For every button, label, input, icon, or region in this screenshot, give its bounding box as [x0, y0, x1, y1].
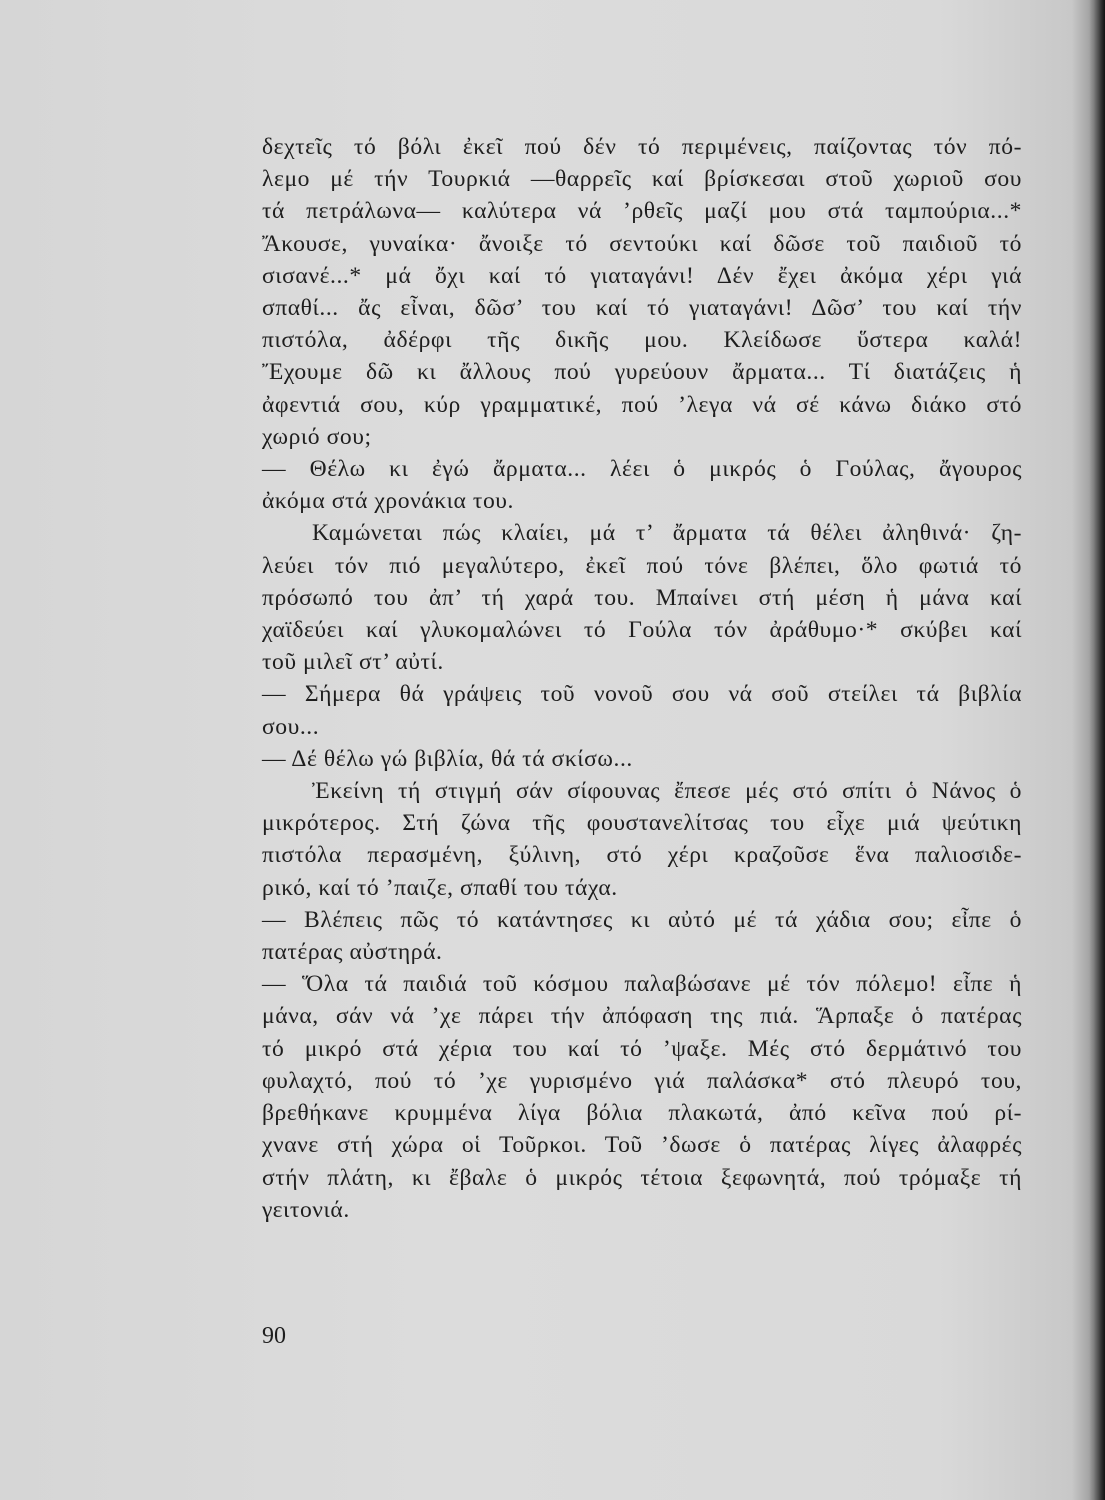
text-line: βρεθήκανε κρυμμένα λίγα βόλια πλακωτά, ἀπό κεῖνα πού ρί- [262, 1100, 1022, 1127]
text-line: φυλαχτό, πού τό ’χε γυρισμένο γιά παλάσκα* στό πλευρό του, [262, 1067, 1022, 1094]
text-line: Ἐκείνη τή στιγμή σάν σίφουνας ἔπεσε μές στό σπίτι ὁ Νάνος ὁ [312, 778, 1022, 805]
text-line: πιστόλα, ἀδέρφι τῆς δικῆς μου. Κλείδωσε ὕστερα καλά! [262, 327, 1022, 354]
text-line: πιστόλα περασμένη, ξύλινη, στό χέρι κραζοῦσε ἕνα παλιοσιδε- [262, 842, 1022, 869]
spine-shadow [1089, 0, 1105, 1500]
text-line: πρόσωπό του ἀπ’ τή χαρά του. Μπαίνει στή μέση ἡ μάνα καί [262, 584, 1022, 611]
text-line: πατέρας αὐστηρά. [262, 939, 443, 966]
text-line: χνανε στή χώρα οἱ Τοῦρκοι. Τοῦ ’δωσε ὁ πατέρας λίγες ἀλαφρές [262, 1132, 1022, 1159]
text-line: χαϊδεύει καί γλυκομαλώνει τό Γούλα τόν ἀράθυμο·* σκύβει καί [262, 617, 1022, 644]
text-line: σισανέ...* μά ὄχι καί τό γιαταγάνι! Δέν ἔχει ἀκόμα χέρι γιά [262, 262, 1022, 289]
body-text [262, 131, 1022, 1226]
page-number: 90 [262, 1323, 286, 1349]
text-line: χωριό σου; [262, 423, 372, 450]
text-line: τά πετράλωνα— καλύτερα νά ’ρθεῖς μαζί μου στά ταμπούρια...* [262, 198, 1022, 225]
text-line: ἀκόμα στά χρονάκια του. [262, 488, 514, 515]
text-line: Καμώνεται πώς κλαίει, μά τ’ ἄρματα τά θέλει ἀληθινά· ζη- [312, 520, 1022, 547]
text-line: Ἄκουσε, γυναίκα· ἄνοιξε τό σεντούκι καί δῶσε τοῦ παιδιοῦ τό [262, 230, 1022, 257]
text-line: ρικό, καί τό ’παιζε, σπαθί του τάχα. [262, 874, 618, 901]
text-line: λεμο μέ τήν Τουρκιά —θαρρεῖς καί βρίσκεσαι στοῦ χωριοῦ σου [262, 166, 1022, 193]
text-line: δεχτεῖς τό βόλι ἐκεῖ πού δέν τό περιμένεις, παίζοντας τόν πό- [262, 134, 1022, 160]
text-line: ἀφεντιά σου, κύρ γραμματικέ, πού ’λεγα νά σέ κάνω διάκο στό [262, 391, 1022, 418]
text-line: μικρότερος. Στή ζώνα τῆς φουστανελίτσας του εἶχε μιά ψεύτικη [262, 810, 1022, 837]
text-line: γειτονιά. [262, 1196, 350, 1223]
text-line: — Σήμερα θά γράψεις τοῦ νονοῦ σου νά σοῦ στείλει τά βιβλία [262, 681, 1022, 708]
text-line: λεύει τόν πιό μεγαλύτερο, ἐκεῖ πού τόνε βλέπει, ὅλο φωτιά τό [262, 552, 1022, 579]
text-line: — Βλέπεις πῶς τό κατάντησες κι αὐτό μέ τά χάδια σου; εἶπε ὁ [262, 906, 1022, 933]
text-line: — Δέ θέλω γώ βιβλία, θά τά σκίσω... [262, 745, 633, 772]
text-line: τοῦ μιλεῖ στ’ αὐτί. [262, 649, 444, 676]
text-line: μάνα, σάν νά ’χε πάρει τήν ἀπόφαση της πιά. Ἅρπαξε ὁ πατέρας [262, 1003, 1022, 1030]
text-line: σου... [262, 713, 320, 740]
text-line: σπαθί... ἄς εἶναι, δῶσ’ του καί τό γιαταγάνι! Δῶσ’ του καί τήν [262, 295, 1022, 322]
text-line: τό μικρό στά χέρια του καί τό ’ψαξε. Μές στό δερμάτινό του [262, 1035, 1022, 1062]
text-line: Ἔχουμε δῶ κι ἄλλους πού γυρεύουν ἄρματα... Τί διατάζεις ἡ [262, 359, 1022, 386]
text-line: στήν πλάτη, κι ἔβαλε ὁ μικρός τέτοια ξεφωνητά, πού τρόμαξε τή [262, 1164, 1022, 1191]
text-line: — Θέλω κι ἐγώ ἄρματα... λέει ὁ μικρός ὁ Γούλας, ἄγουρος [262, 456, 1022, 483]
text-line: — Ὅλα τά παιδιά τοῦ κόσμου παλαβώσανε μέ τόν πόλεμο! εἶπε ἡ [262, 971, 1022, 998]
